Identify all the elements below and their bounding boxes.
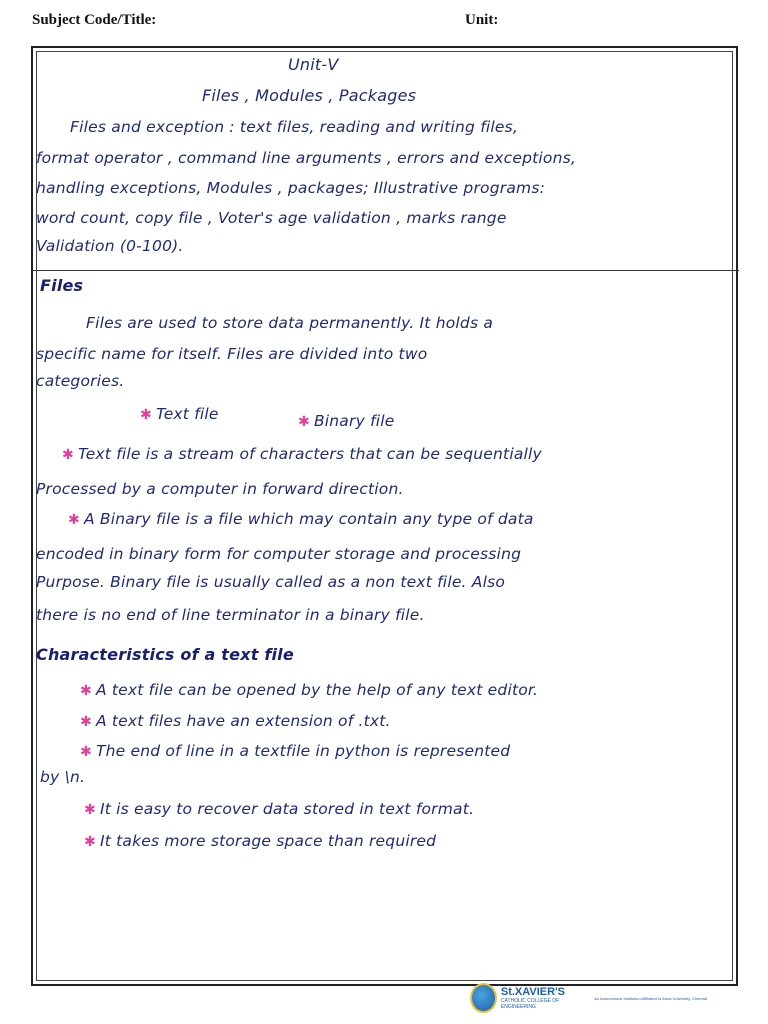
college-logo [470, 978, 735, 1018]
unit-label: Unit: [465, 12, 499, 28]
logo-name: St.XAVIER'S [500, 985, 566, 998]
section-divider [32, 270, 739, 271]
category-label: Binary file [313, 412, 395, 430]
logo-subtitle: CATHOLIC COLLEGE OF ENGINEERING [500, 997, 560, 1010]
category-text-file [140, 405, 219, 423]
intro-line: word count, copy file , Voter's age validation , marks range [36, 209, 507, 227]
files-heading: Files [40, 276, 84, 295]
subject-code-label: Subject Code/Title: [32, 12, 157, 28]
text-file-text: Text file is a stream of characters that can be sequentially [77, 445, 542, 463]
intro-line: handling exceptions, Modules , packages; Illustrative programs: [36, 179, 546, 197]
intro-line: Files and exception : text files, reading and writing files, [70, 118, 519, 136]
star-bullet-icon: ✱ [80, 683, 92, 699]
characteristic-text: A text file can be opened by the help of any text editor. [95, 681, 539, 699]
star-bullet-icon: ✱ [84, 834, 96, 850]
characteristic-item [80, 742, 510, 760]
characteristic-text: It takes more storage space than required [99, 832, 437, 850]
star-bullet-icon: ✱ [298, 414, 310, 430]
logo-info: An Autonomous Institution Affiliated to Anna University, Chennai [594, 995, 707, 1001]
star-bullet-icon: ✱ [80, 744, 92, 760]
college-emblem-icon [470, 983, 497, 1013]
characteristic-item [84, 832, 436, 850]
logo-text-block [501, 987, 584, 1010]
files-para-line: categories. [36, 372, 125, 390]
characteristic-continuation: by \n. [40, 768, 86, 786]
characteristic-item [80, 712, 391, 730]
characteristic-item [84, 800, 474, 818]
topic-title: Files , Modules , Packages [202, 86, 417, 105]
intro-line: format operator , command line arguments , errors and exceptions, [36, 149, 576, 167]
text-file-line [62, 445, 542, 463]
text-file-line: Processed by a computer in forward direction. [36, 480, 404, 498]
star-bullet-icon: ✱ [62, 447, 74, 463]
files-para-line: specific name for itself. Files are divided into two [36, 345, 428, 363]
binary-file-line [68, 510, 534, 528]
binary-file-text: A Binary file is a file which may contain any type of data [83, 510, 534, 528]
binary-file-line: Purpose. Binary file is usually called as a non text file. Also [36, 573, 506, 591]
files-para-line: Files are used to store data permanently. It holds a [86, 314, 494, 332]
intro-line: Validation (0-100). [36, 237, 184, 255]
category-binary-file [298, 412, 394, 430]
characteristic-text: It is easy to recover data stored in text format. [99, 800, 475, 818]
characteristic-text: The end of line in a textfile in python is represented [95, 742, 511, 760]
unit-title: Unit-Ⅴ [288, 55, 339, 74]
characteristics-heading: Characteristics of a text file [36, 645, 294, 664]
characteristic-text: A text files have an extension of .txt. [95, 712, 391, 730]
binary-file-line: there is no end of line terminator in a binary file. [36, 606, 425, 624]
binary-file-line: encoded in binary form for computer storage and processing [36, 545, 522, 563]
star-bullet-icon: ✱ [68, 512, 80, 528]
category-label: Text file [155, 405, 219, 423]
star-bullet-icon: ✱ [80, 714, 92, 730]
star-bullet-icon: ✱ [84, 802, 96, 818]
characteristic-item [80, 681, 538, 699]
star-bullet-icon: ✱ [140, 407, 152, 423]
